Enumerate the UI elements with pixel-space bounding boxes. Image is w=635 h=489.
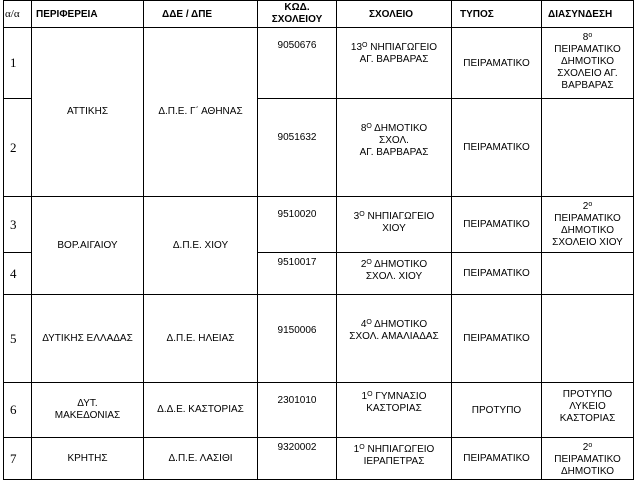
link-ordinal-suffix: ο — [588, 442, 593, 449]
school-ordinal-suffix: Ο — [366, 123, 372, 130]
row-number: 5 — [4, 295, 32, 383]
school-cell — [337, 28, 452, 99]
type-cell: ΠΕΙΡΑΜΑΤΙΚΟ — [452, 253, 542, 295]
school-code-cell: 9150006 — [258, 295, 337, 383]
school-cell — [337, 383, 452, 438]
school-code-cell: 2301010 — [258, 383, 337, 438]
table-row — [4, 383, 634, 438]
school-ordinal-suffix: Ο — [359, 444, 365, 451]
school-cell — [337, 99, 452, 197]
row-number: 6 — [4, 383, 32, 438]
school-ordinal: 13 — [350, 42, 363, 53]
school-code-cell: 9510020 — [258, 197, 337, 253]
table-row — [4, 28, 634, 99]
school-ordinal-suffix: Ο — [359, 211, 365, 218]
header-school: ΣΧΟΛΕΙΟ — [337, 1, 452, 28]
school-ordinal: 4 — [360, 319, 367, 330]
link-cell — [542, 28, 634, 99]
school-ordinal-suffix: Ο — [362, 42, 368, 49]
school-cell — [337, 295, 452, 383]
type-cell: ΠΡΟΤΥΠΟ — [452, 383, 542, 438]
link-ordinal-suffix: ο — [588, 201, 593, 208]
link-ordinal: 8 — [582, 32, 589, 43]
header-row — [4, 1, 634, 28]
dde-cell: Δ.Δ.Ε. ΚΑΣΤΟΡΙΑΣ — [144, 383, 258, 438]
periphery-cell: ΒΟΡ.ΑΙΓΑΙΟΥ — [32, 197, 144, 295]
link-cell — [542, 197, 634, 253]
periphery-cell: ΔΥΤ. ΜΑΚΕΔΟΝΙΑΣ — [32, 383, 144, 438]
link-cell — [542, 438, 634, 480]
school-name: ΝΗΠΙΑΓΩΓΕΙΟ ΑΓ. ΒΑΡΒΑΡΑΣ — [359, 42, 438, 65]
link-ordinal: 2 — [582, 442, 589, 453]
type-cell: ΠΕΙΡΑΜΑΤΙΚΟ — [452, 295, 542, 383]
school-code-cell: 9320002 — [258, 438, 337, 480]
dde-cell: Δ.Π.Ε. ΧΙΟΥ — [144, 197, 258, 295]
type-cell: ΠΕΙΡΑΜΑΤΙΚΟ — [452, 438, 542, 480]
school-ordinal-suffix: Ο — [366, 259, 372, 266]
school-name: ΝΗΠΙΑΓΩΓΕΙΟ ΧΙΟΥ — [367, 211, 435, 234]
link-name: ΠΕΙΡΑΜΑΤΙΚΟ ΔΗΜΟΤΙΚΟ ΣΧΟΛΕΙΟ ΑΓ. ΒΑΡΒΑΡΑΣ — [554, 44, 621, 91]
school-name: ΝΗΠΙΑΓΩΓΕΙΟ ΙΕΡΑΠΕΤΡΑΣ — [363, 444, 435, 467]
dde-cell: Δ.Π.Ε. ΛΑΣΙΘΙ — [144, 438, 258, 480]
row-number: 2 — [4, 99, 32, 197]
school-ordinal: 1 — [361, 391, 368, 402]
school-ordinal-suffix: Ο — [367, 391, 373, 398]
type-cell: ΠΕΙΡΑΜΑΤΙΚΟ — [452, 197, 542, 253]
header-link: ΔΙΑΣΥΝΔΕΣΗ — [542, 1, 634, 28]
row-number: 1 — [4, 28, 32, 99]
row-number: 7 — [4, 438, 32, 480]
header-school-code: ΚΩΔ. ΣΧΟΛΕΙΟΥ — [258, 1, 337, 28]
periphery-cell: ΚΡΗΤΗΣ — [32, 438, 144, 480]
row-number: 4 — [4, 253, 32, 295]
table-row — [4, 295, 634, 383]
school-code-cell: 9051632 — [258, 99, 337, 197]
link-cell — [542, 295, 634, 383]
school-name: ΔΗΜΟΤΙΚΟ ΣΧΟΛ. ΧΙΟΥ — [365, 259, 428, 282]
school-ordinal: 2 — [360, 259, 367, 270]
link-ordinal: 2 — [582, 201, 589, 212]
header-periphery: ΠΕΡΙΦΕΡΕΙΑ — [32, 1, 144, 28]
header-aa: α/α — [4, 1, 32, 28]
school-cell — [337, 253, 452, 295]
school-ordinal-suffix: Ο — [366, 319, 372, 326]
periphery-cell: ΑΤΤΙΚΗΣ — [32, 28, 144, 197]
link-name: ΠΕΙΡΑΜΑΤΙΚΟ ΔΗΜΟΤΙΚΟ ΣΧΟΛΕΙΟ ΧΙΟΥ — [552, 213, 623, 248]
school-cell — [337, 438, 452, 480]
school-name: ΓΥΜΝΑΣΙΟ ΚΑΣΤΟΡΙΑΣ — [366, 391, 427, 414]
type-cell: ΠΕΙΡΑΜΑΤΙΚΟ — [452, 99, 542, 197]
link-cell — [542, 99, 634, 197]
dde-cell: Δ.Π.Ε. Γ΄ ΑΘΗΝΑΣ — [144, 28, 258, 197]
header-type: ΤΥΠΟΣ — [452, 1, 542, 28]
link-cell: ΠΡΟΤΥΠΟ ΛΥΚΕΙΟ ΚΑΣΤΟΡΙΑΣ — [542, 383, 634, 438]
link-cell — [542, 253, 634, 295]
row-number: 3 — [4, 197, 32, 253]
school-ordinal: 1 — [353, 444, 360, 455]
school-name: ΔΗΜΟΤΙΚΟ ΣΧΟΛ. ΑΓ. ΒΑΡΒΑΡΑΣ — [359, 123, 429, 158]
dde-cell: Δ.Π.Ε. ΗΛΕΙΑΣ — [144, 295, 258, 383]
link-ordinal-suffix: ο — [588, 32, 593, 39]
school-cell — [337, 197, 452, 253]
school-ordinal: 3 — [353, 211, 360, 222]
header-dde: ΔΔΕ / ΔΠΕ — [144, 1, 258, 28]
table-row — [4, 197, 634, 253]
periphery-cell: ΔΥΤΙΚΗΣ ΕΛΛΑΔΑΣ — [32, 295, 144, 383]
link-name: ΠΕΙΡΑΜΑΤΙΚΟ ΔΗΜΟΤΙΚΟ — [554, 454, 621, 477]
school-ordinal: 8 — [360, 123, 367, 134]
schools-table — [3, 0, 634, 480]
school-name: ΔΗΜΟΤΙΚΟ ΣΧΟΛ. ΑΜΑΛΙΑΔΑΣ — [349, 319, 439, 342]
school-code-cell: 9050676 — [258, 28, 337, 99]
school-code-cell: 9510017 — [258, 253, 337, 295]
table-row — [4, 438, 634, 480]
type-cell: ΠΕΙΡΑΜΑΤΙΚΟ — [452, 28, 542, 99]
